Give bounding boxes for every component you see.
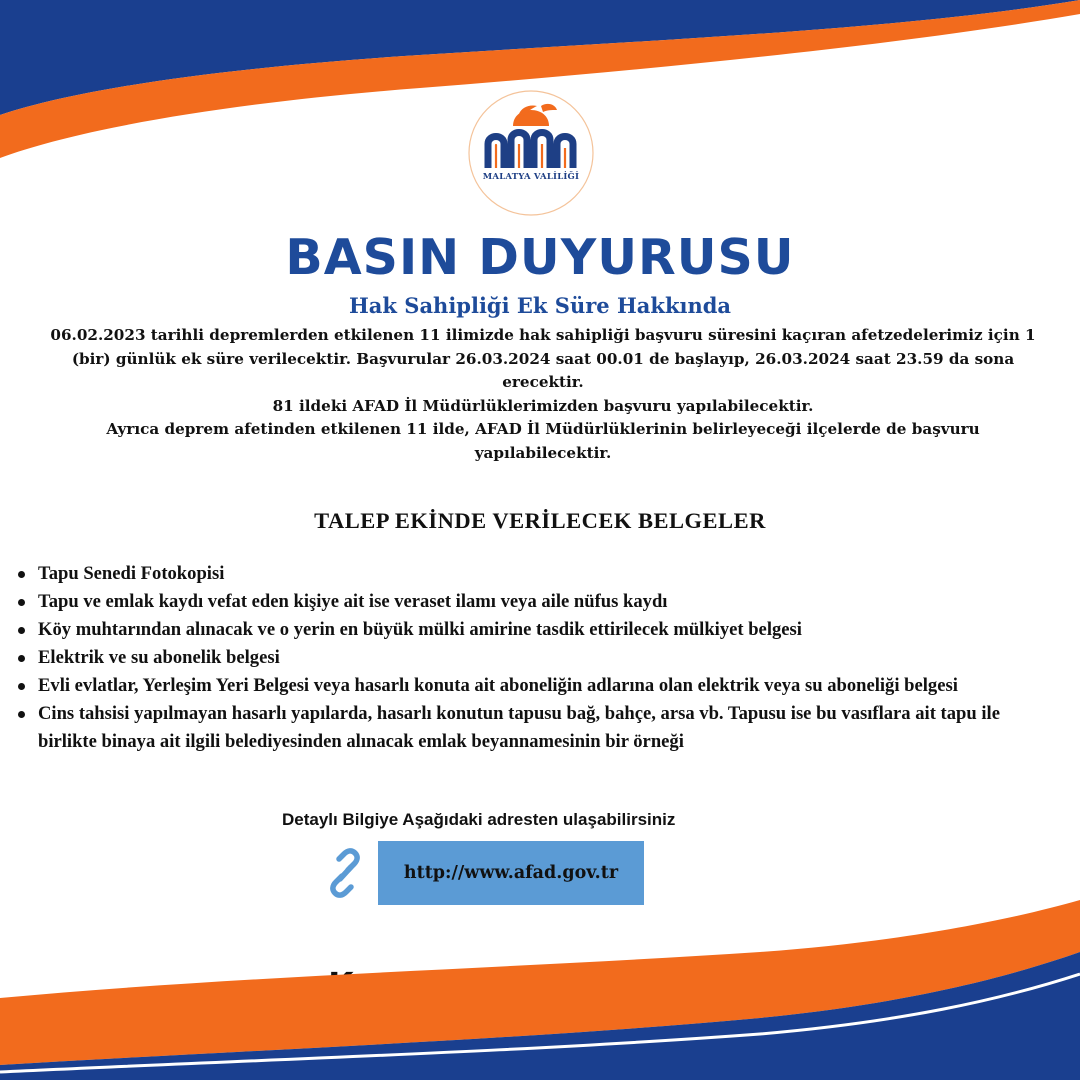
bullet-icon: [18, 599, 25, 606]
list-item-text: Köy muhtarından alınacak ve o yerin en büyük mülki amirine tasdik ettirilecek mülkiyet belgesi: [38, 619, 802, 640]
page-subtitle: Hak Sahipliği Ek Süre Hakkında: [348, 293, 732, 318]
afad-website-link[interactable]: http://www.afad.gov.tr: [378, 841, 644, 905]
documents-heading: TALEP EKİNDE VERİLECEK BELGELER: [314, 508, 766, 533]
bullet-icon: [18, 683, 25, 690]
list-item: [14, 616, 1054, 644]
announcement-text: [36, 324, 1050, 465]
bullet-icon: [18, 655, 25, 662]
announcement-paragraph: Ayrıca deprem afetinden etkilenen 11 ilde, AFAD İl Müdürlüklerinin belirleyeceği ilçelerde de başvuru yapılabilecektir.: [106, 420, 980, 462]
list-item: [14, 700, 1054, 756]
logo-emblem-icon: [467, 88, 595, 218]
bottom-wave-decoration: [0, 900, 1080, 1080]
bullet-icon: [18, 571, 25, 578]
list-item-text: Evli evlatlar, Yerleşim Yeri Belgesi veya hasarlı konuta ait aboneliğin adlarına olan elektrik veya su aboneliği belgesi: [38, 675, 958, 696]
page-title: BASIN DUYURUSU: [285, 229, 795, 286]
list-item-text: Tapu ve emlak kaydı vefat eden kişiye ait ise veraset ilamı veya aile nüfus kaydı: [38, 591, 668, 612]
info-text: Detaylı Bilgiye Aşağıdaki adresten ulaşabilirsiniz: [282, 810, 676, 829]
list-item-text: Cins tahsisi yapılmayan hasarlı yapılarda, hasarlı konutun tapusu bağ, bahçe, arsa vb. Tapusu ise bu vasıflara ait tapu ile birlikte binaya ait ilgili belediyesinden alınacak emlak beyannamesinin bir örneği: [38, 703, 1000, 752]
list-item: [14, 588, 1054, 616]
bullet-icon: [18, 627, 25, 634]
list-item: [14, 560, 1054, 588]
announcement-paragraph: 81 ildeki AFAD İl Müdürlüklerimizden başvuru yapılabilecektir.: [272, 396, 814, 415]
documents-list: [14, 560, 1054, 756]
list-item-text: Tapu Senedi Fotokopisi: [38, 563, 225, 584]
list-item: [14, 672, 1054, 700]
link-chain-icon: [320, 848, 370, 898]
malatya-valiligi-logo: [467, 88, 595, 218]
announcement-paragraph: 06.02.2023 tarihli depremlerden etkilenen 11 ilimizde hak sahipliği başvuru süresini kaçıran afetzedelerimiz için 1 (bir) günlük ek süre verilecektir. Başvurular 26.03.2024 saat 00.01 de başlayıp, 26.03.2024 saat 23.59 da sona erecektir.: [50, 326, 1036, 391]
list-item: [14, 644, 1054, 672]
bullet-icon: [18, 711, 25, 718]
list-item-text: Elektrik ve su abonelik belgesi: [38, 647, 280, 668]
logo-caption: MALATYA VALİLİĞİ: [482, 172, 580, 182]
